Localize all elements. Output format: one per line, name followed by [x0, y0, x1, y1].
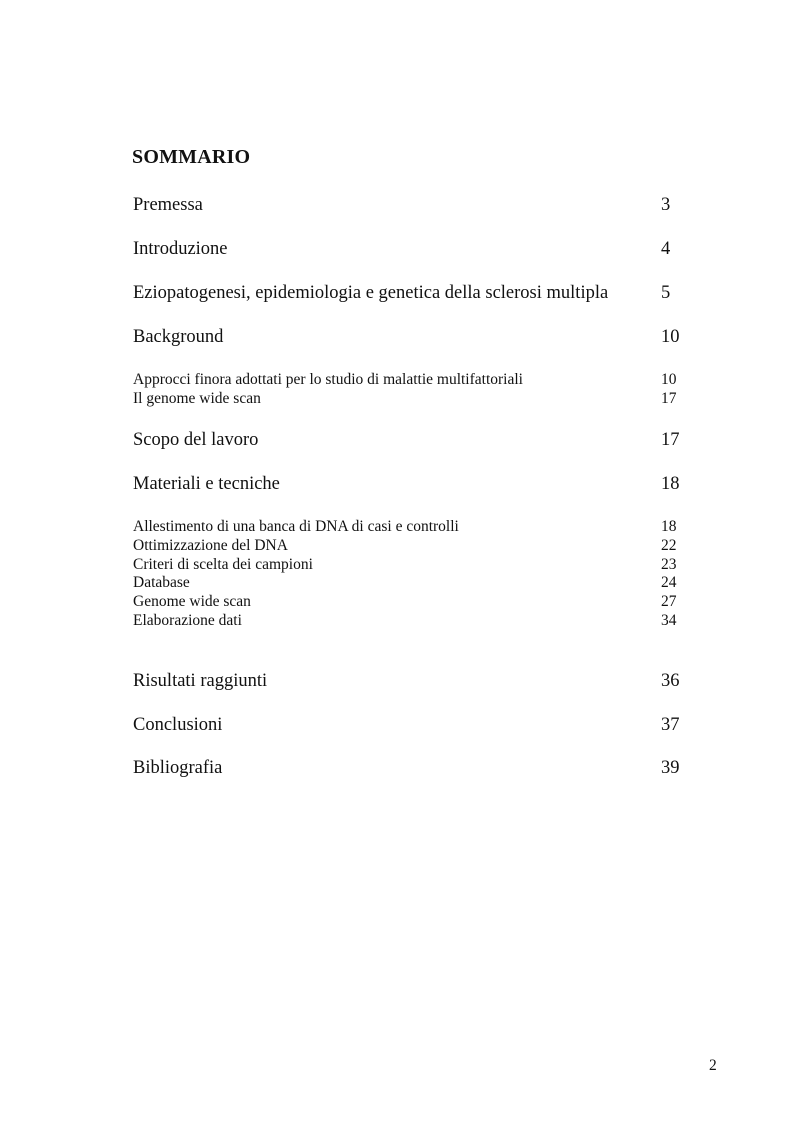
- toc-entry-eziopatogenesi[interactable]: [133, 283, 693, 307]
- toc-entry-page: 36: [661, 671, 680, 691]
- toc-entry-label: Ottimizzazione del DNA: [133, 537, 288, 554]
- toc-subentry-database[interactable]: [133, 574, 693, 593]
- toc-entry-label: Genome wide scan: [133, 593, 251, 610]
- toc-entry-label: Approcci finora adottati per lo studio di malattie multifattoriali: [133, 371, 523, 388]
- toc-entry-materiali[interactable]: [133, 474, 693, 498]
- toc-entry-background[interactable]: [133, 327, 693, 351]
- toc-entry-introduzione[interactable]: [133, 239, 693, 263]
- toc-entry-page: 23: [661, 556, 677, 573]
- toc-entry-page: 18: [661, 518, 677, 535]
- toc-entry-page: 17: [661, 430, 680, 450]
- toc-entry-label: Risultati raggiunti: [133, 671, 268, 691]
- toc-entry-page: 34: [661, 612, 677, 629]
- toc-subentry-allestimento[interactable]: [133, 518, 693, 537]
- toc-entry-bibliografia[interactable]: [133, 758, 693, 782]
- toc-subentry-ottimizzazione[interactable]: [133, 537, 693, 556]
- toc-entry-label: Eziopatogenesi, epidemiologia e genetica della sclerosi multipla: [133, 283, 609, 303]
- toc-entry-page: 4: [661, 239, 671, 259]
- toc-entry-conclusioni[interactable]: [133, 715, 693, 739]
- toc-entry-label: Criteri di scelta dei campioni: [133, 556, 313, 573]
- toc-entry-label: Il genome wide scan: [133, 390, 261, 407]
- toc-entry-page: 24: [661, 574, 677, 591]
- toc-entry-label: Introduzione: [133, 239, 228, 259]
- toc-entry-label: Materiali e tecniche: [133, 474, 280, 494]
- toc-entry-label: Premessa: [133, 195, 203, 215]
- toc-entry-label: Database: [133, 574, 190, 591]
- toc-entry-risultati[interactable]: [133, 671, 693, 695]
- toc-entry-page: 39: [661, 758, 680, 778]
- toc-subentry-genome-wide-scan-intro[interactable]: [133, 390, 693, 409]
- toc-entry-label: Conclusioni: [133, 715, 223, 735]
- toc-subentry-genome-wide-scan[interactable]: [133, 593, 693, 612]
- toc-entry-label: Background: [133, 327, 224, 347]
- toc-entry-page: 18: [661, 474, 680, 494]
- toc-entry-scopo[interactable]: [133, 430, 693, 454]
- toc-subentry-elaborazione[interactable]: [133, 612, 693, 631]
- page-number: 2: [709, 1057, 717, 1074]
- toc-entry-page: 22: [661, 537, 677, 554]
- toc-entry-premessa[interactable]: [133, 195, 693, 219]
- toc-entry-page: 27: [661, 593, 677, 610]
- toc-entry-label: Bibliografia: [133, 758, 223, 778]
- toc-subentry-approcci[interactable]: [133, 371, 693, 390]
- toc-entry-label: Elaborazione dati: [133, 612, 242, 629]
- toc-entry-page: 5: [661, 283, 671, 303]
- toc-entry-label: Scopo del lavoro: [133, 430, 259, 450]
- toc-entry-page: 17: [661, 390, 677, 407]
- toc-title: SOMMARIO: [132, 146, 251, 168]
- toc-entry-page: 10: [661, 371, 677, 388]
- toc-subentry-criteri[interactable]: [133, 556, 693, 575]
- toc-entry-label: Allestimento di una banca di DNA di casi e controlli: [133, 518, 459, 535]
- toc-entry-page: 10: [661, 327, 680, 347]
- toc-entry-page: 37: [661, 715, 680, 735]
- toc-entry-page: 3: [661, 195, 671, 215]
